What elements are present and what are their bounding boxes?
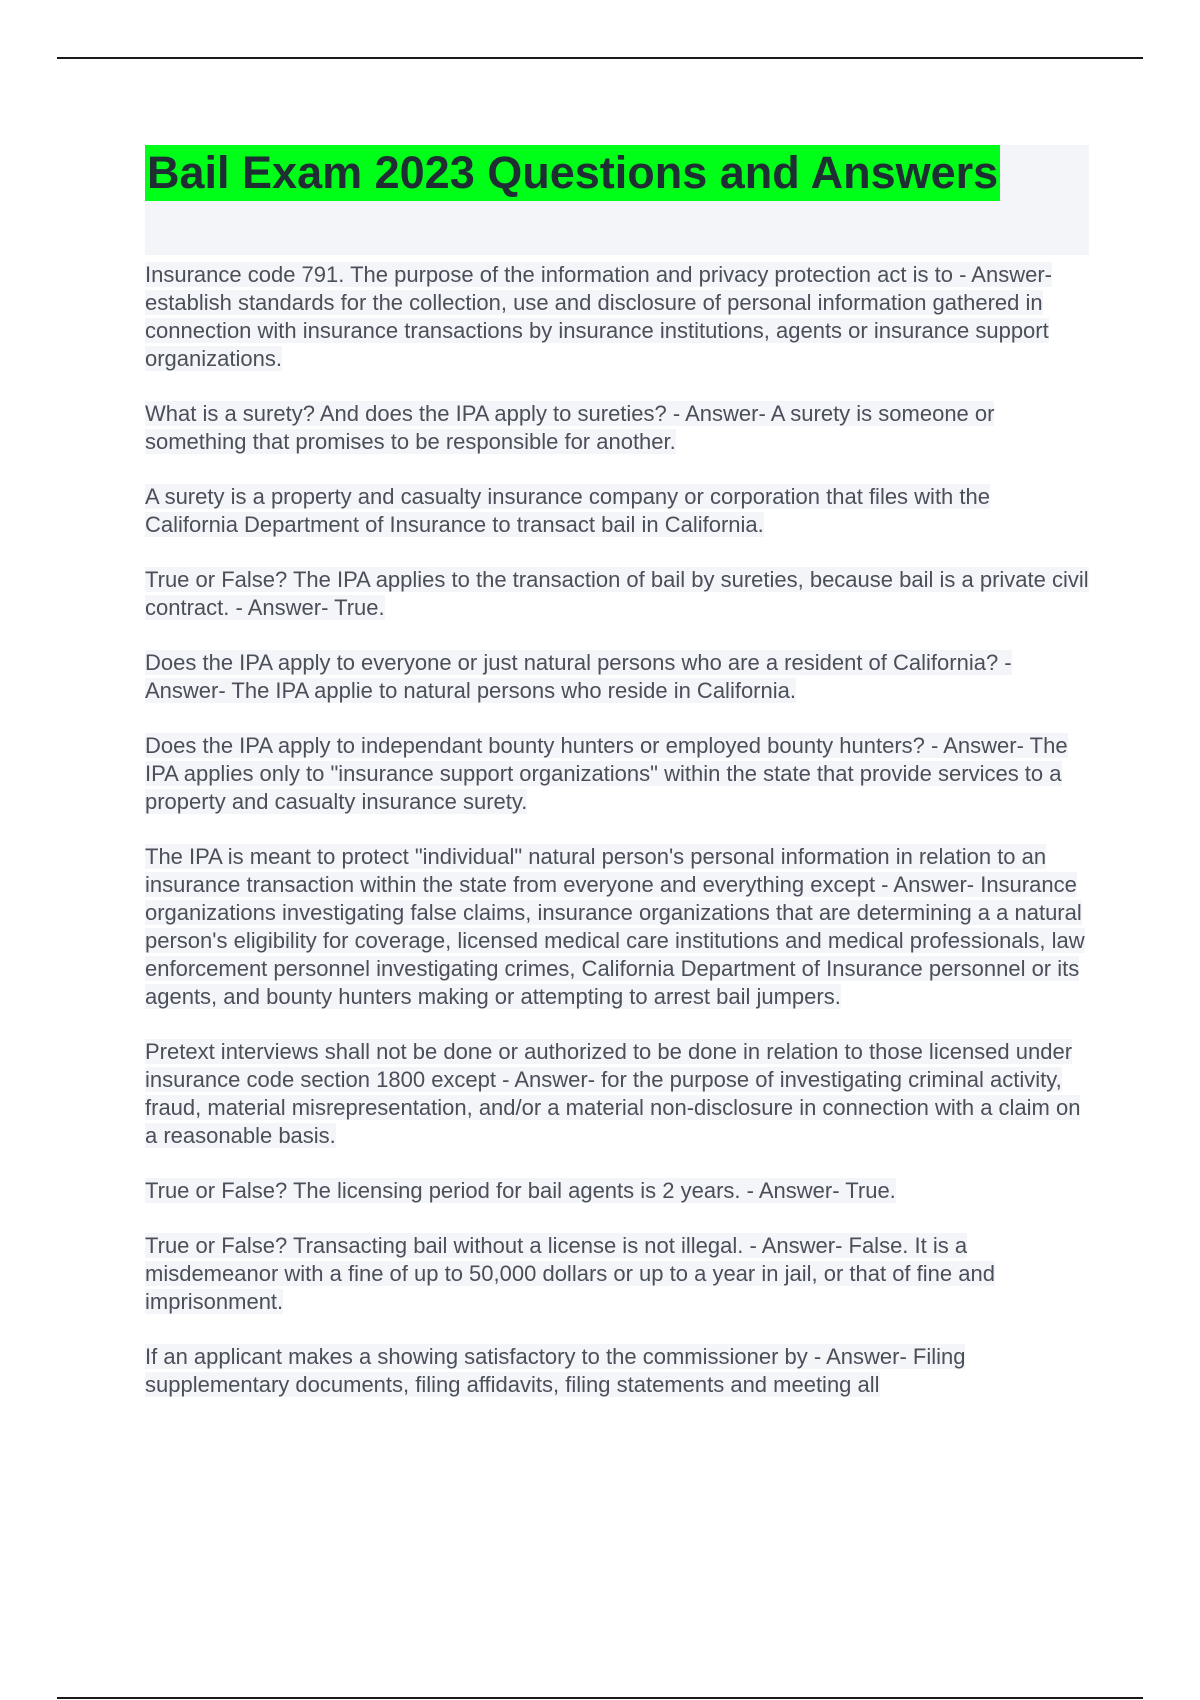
qa-text: What is a surety? And does the IPA apply to sureties? - Answer- A surety is someone or something that promises to be responsible for another. (145, 401, 995, 454)
qa-text: A surety is a property and casualty insurance company or corporation that files with the California Department of Insurance to transact bail in California. (145, 484, 990, 537)
qa-text: Pretext interviews shall not be done or authorized to be done in relation to those licensed under insurance code section 1800 except - Answer- for the purpose of investigating criminal activity, fraud, material misrepresentation, and/or a material non-disclosure in connection with a claim on a reasonable basis. (145, 1039, 1081, 1148)
qa-text: True or False? Transacting bail without a license is not illegal. - Answer- False. It is a misdemeanor with a fine of up to 50,000 dollars or up to a year in jail, or that of fine and imprisonment. (145, 1233, 995, 1314)
qa-text: True or False? The IPA applies to the transaction of bail by sureties, because bail is a private civil contract. - Answer- True. (145, 567, 1089, 620)
qa-text: The IPA is meant to protect "individual" natural person's personal information in relation to an insurance transaction within the state from everyone and everything except - Answer- Insurance organizations investigating false claims, insurance organizations that are determining a a natural person's eligibility for coverage, licensed medical care institutions and medical professionals, law enforcement personnel investigating crimes, California Department of Insurance personnel or its agents, and bounty hunters making or attempting to arrest bail jumpers. (145, 844, 1085, 1009)
qa-paragraph (145, 261, 1089, 373)
qa-paragraph (145, 843, 1089, 1011)
qa-text: Insurance code 791. The purpose of the information and privacy protection act is to - Answer- establish standards for the collection, use and disclosure of personal information gathered in connection with insurance transactions by insurance institutions, agents or insurance support organizations. (145, 262, 1052, 371)
document-title: Bail Exam 2023 Questions and Answers (145, 145, 1000, 201)
qa-text: True or False? The licensing period for bail agents is 2 years. - Answer- True. (145, 1178, 896, 1203)
qa-text: If an applicant makes a showing satisfactory to the commissioner by - Answer- Filing supplementary documents, filing affidavits, filing statements and meeting all (145, 1344, 966, 1397)
qa-paragraph (145, 732, 1089, 816)
qa-paragraph (145, 1038, 1089, 1150)
qa-paragraph (145, 1343, 1089, 1399)
qa-paragraph (145, 566, 1089, 622)
qa-text: Does the IPA apply to independant bounty hunters or employed bounty hunters? - Answer- The IPA applies only to "insurance support organizations" within the state that provide services to a property and casualty insurance surety. (145, 733, 1068, 814)
title-block (145, 145, 1089, 255)
top-rule (57, 57, 1143, 59)
qa-paragraph (145, 1232, 1089, 1316)
qa-text: Does the IPA apply to everyone or just natural persons who are a resident of California? - Answer- The IPA applie to natural persons who reside in California. (145, 650, 1012, 703)
qa-paragraph (145, 483, 1089, 539)
qa-paragraph (145, 400, 1089, 456)
qa-paragraph (145, 649, 1089, 705)
qa-paragraph (145, 1177, 1089, 1205)
bottom-rule (57, 1697, 1143, 1699)
document-body (145, 145, 1089, 1426)
